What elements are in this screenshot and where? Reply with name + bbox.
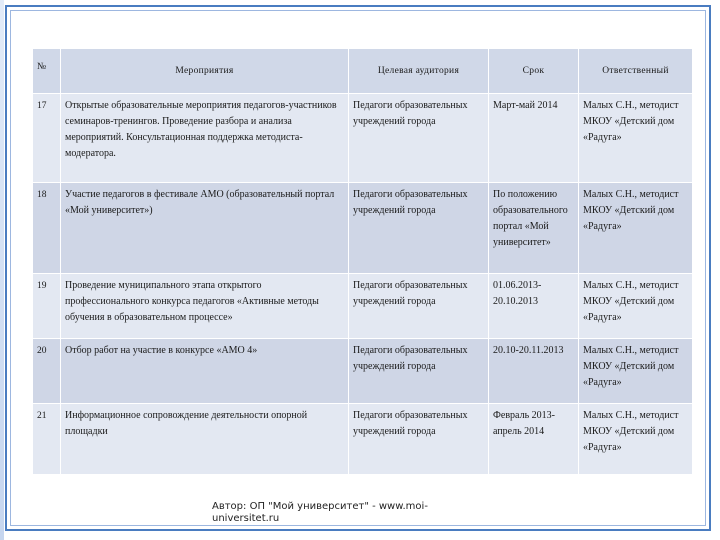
table-header-row xyxy=(33,49,693,94)
table-row xyxy=(33,339,693,404)
row-number: 21 xyxy=(33,404,61,475)
row-responsible: Малых С.Н., методист МКОУ «Детский дом «Радуга» xyxy=(579,94,693,183)
row-number: 20 xyxy=(33,339,61,404)
row-audience: Педагоги образовательных учреждений города xyxy=(349,404,489,475)
row-event: Проведение муниципального этапа открытого профессионального конкурса педагогов «Активные методы обучения в образовательном процессе» xyxy=(61,274,349,339)
header-term: Срок xyxy=(489,49,579,94)
row-term: 20.10-20.11.2013 xyxy=(489,339,579,404)
row-audience: Педагоги образовательных учреждений города xyxy=(349,183,489,274)
header-number: № xyxy=(33,49,61,94)
row-event: Участие педагогов в фестивале АМО (образовательный портал «Мой университет») xyxy=(61,183,349,274)
events-table xyxy=(32,48,693,475)
row-event: Отбор работ на участие в конкурсе «АМО 4» xyxy=(61,339,349,404)
row-audience: Педагоги образовательных учреждений города xyxy=(349,94,489,183)
table-row xyxy=(33,183,693,274)
row-term: По положению образовательного портал «Мой университет» xyxy=(489,183,579,274)
table-row xyxy=(33,94,693,183)
slide-left-edge xyxy=(0,0,4,540)
header-audience: Целевая аудитория xyxy=(349,49,489,94)
row-event: Открытые образовательные мероприятия педагогов-участников семинаров-тренингов. Проведение разбора и анализа мероприятий. Консультационная поддержка методиста-модератора. xyxy=(61,94,349,183)
row-number: 19 xyxy=(33,274,61,339)
row-number: 17 xyxy=(33,94,61,183)
row-term: Март-май 2014 xyxy=(489,94,579,183)
row-responsible: Малых С.Н., методист МКОУ «Детский дом «Радуга» xyxy=(579,404,693,475)
header-responsible: Ответственный xyxy=(579,49,693,94)
row-responsible: Малых С.Н., методист МКОУ «Детский дом «Радуга» xyxy=(579,274,693,339)
author-footer: Автор: ОП "Мой университет" - www.moi-universitet.ru xyxy=(212,501,428,524)
row-audience: Педагоги образовательных учреждений города xyxy=(349,274,489,339)
row-term: Февраль 2013-апрель 2014 xyxy=(489,404,579,475)
row-term: 01.06.2013-20.10.2013 xyxy=(489,274,579,339)
row-audience: Педагоги образовательных учреждений города xyxy=(349,339,489,404)
table-row xyxy=(33,274,693,339)
table-row xyxy=(33,404,693,475)
row-number: 18 xyxy=(33,183,61,274)
row-responsible: Малых С.Н., методист МКОУ «Детский дом «Радуга» xyxy=(579,339,693,404)
row-responsible: Малых С.Н., методист МКОУ «Детский дом «Радуга» xyxy=(579,183,693,274)
header-events: Мероприятия xyxy=(61,49,349,94)
row-event: Информационное сопровождение деятельности опорной площадки xyxy=(61,404,349,475)
